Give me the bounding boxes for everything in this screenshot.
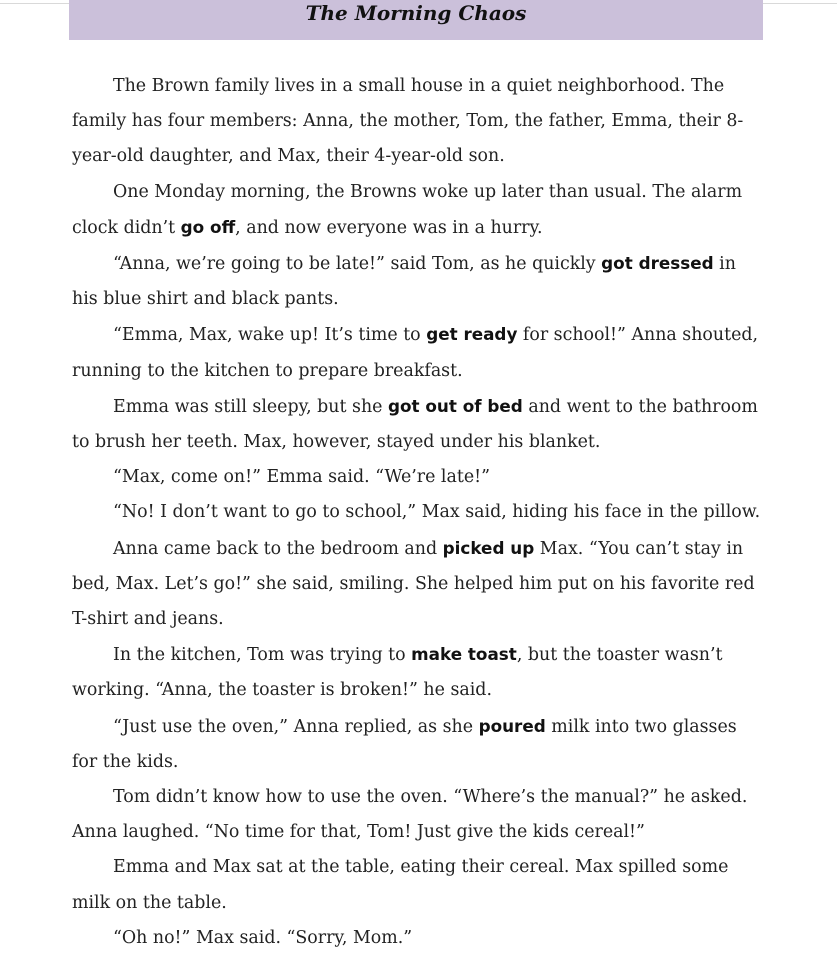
story-paragraph: [72, 175, 762, 246]
paragraph-text: Emma and Max sat at the table, eating their cereal. Max spilled some milk on the table.: [72, 857, 729, 913]
vocabulary-phrase: poured: [478, 715, 546, 736]
paragraph-text: , and now everyone was in a hurry.: [235, 217, 543, 238]
paragraph-text: Emma was still sleepy, but she: [113, 396, 388, 417]
story-paragraph: [72, 495, 762, 530]
paragraph-text: In the kitchen, Tom was trying to: [113, 645, 412, 666]
story-paragraph: [72, 246, 762, 317]
paragraph-text: , but the toaster wasn’t working. “Anna, the toaster is broken!” he said.: [72, 645, 723, 701]
paragraph-text: Anna came back to the bedroom and: [113, 538, 443, 559]
paragraph-text: The Brown family lives in a small house in a quiet neighborhood. The family has four members: Anna, the mother, Tom, the father, Emma, their 8-year-old daughter, and Max, their 4-year-old son.: [72, 76, 744, 167]
page-title: The Morning Chaos: [305, 1, 527, 25]
vocabulary-phrase: got dressed: [601, 253, 714, 274]
story-paragraph: [72, 709, 762, 780]
paragraph-text: “No! I don’t want to go to school,” Max said, hiding his face in the pillow.: [113, 502, 761, 523]
story-paragraph: [72, 389, 762, 460]
story-body: [72, 69, 762, 956]
story-paragraph: [72, 460, 762, 495]
paragraph-text: for school!” Anna shouted, running to the kitchen to prepare breakfast.: [72, 325, 759, 381]
story-paragraph: [72, 317, 762, 388]
vocabulary-phrase: go off: [180, 216, 236, 237]
story-paragraph: [72, 850, 762, 920]
paragraph-text: “Emma, Max, wake up! It’s time to: [113, 325, 427, 346]
story-paragraph: [72, 780, 762, 850]
story-paragraph: [72, 921, 762, 956]
paragraph-text: One Monday morning, the Browns woke up later than usual. The alarm clock didn’t: [72, 181, 743, 238]
vocabulary-phrase: make toast: [411, 644, 517, 665]
paragraph-text: “Oh no!” Max said. “Sorry, Mom.”: [113, 927, 413, 948]
paragraph-text: milk into two glasses for the kids.: [72, 716, 737, 772]
paragraph-text: “Just use the oven,” Anna replied, as she: [113, 716, 479, 737]
vocabulary-phrase: picked up: [442, 537, 535, 558]
paragraph-text: and went to the bathroom to brush her teeth. Max, however, stayed under his blanket.: [72, 396, 758, 453]
story-paragraph: [72, 69, 762, 175]
paragraph-text: Max. “You can’t stay in bed, Max. Let’s go!” she said, smiling. She helped him put on his favorite red T-shirt and jeans.: [72, 538, 755, 630]
title-banner: [69, 0, 763, 40]
paragraph-text: in his blue shirt and black pants.: [72, 254, 736, 310]
paragraph-text: Tom didn’t know how to use the oven. “Where’s the manual?” he asked. Anna laughed. “No time for that, Tom! Just give the kids cereal!”: [72, 787, 748, 843]
story-paragraph: [72, 531, 762, 638]
vocabulary-phrase: got out of bed: [387, 395, 523, 416]
paragraph-text: “Max, come on!” Emma said. “We’re late!”: [113, 467, 491, 488]
vocabulary-phrase: get ready: [426, 324, 518, 345]
paragraph-text: “Anna, we’re going to be late!” said Tom, as he quickly: [113, 254, 602, 275]
story-paragraph: [72, 637, 762, 708]
